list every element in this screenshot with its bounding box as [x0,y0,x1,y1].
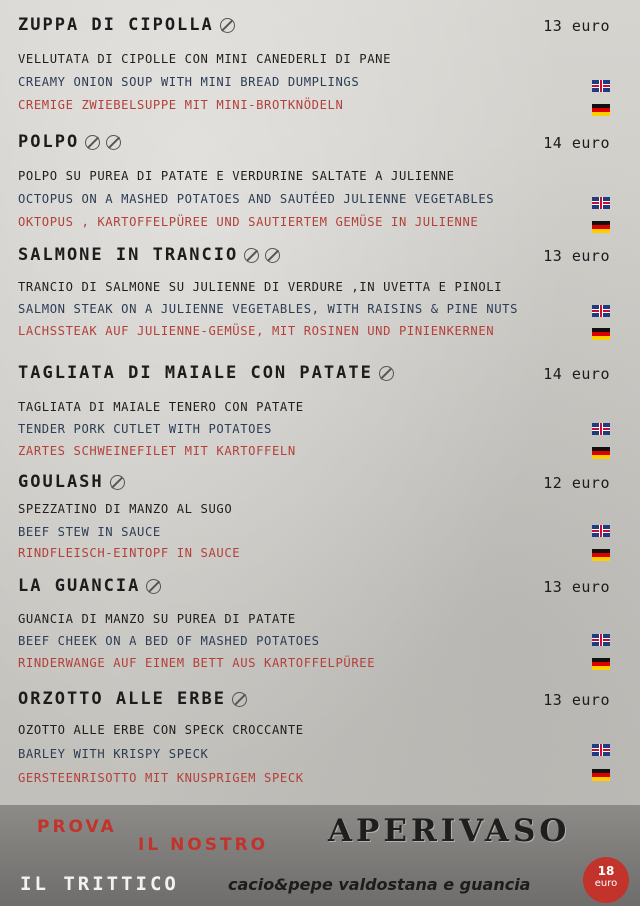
german-description: OKTOPUS , KARTOFFELPÜREE UND SAUTIERTEM GEMÜSE IN JULIENNE [18,215,479,229]
german-description: CREMIGE ZWIEBELSUPPE MIT MINI-BROTKNÖDELN [18,98,344,112]
banner-aperivaso-title: APERIVASO [328,813,571,849]
dish-name: TAGLIATA DI MAIALE CON PATATE [18,363,373,383]
italian-description: POLPO SU PUREA DI PATATE E VERDURINE SALTATE A JULIENNE [18,169,455,183]
gluten-free-icon [85,135,100,150]
dish-name: POLPO [18,132,80,152]
uk-flag-icon [592,525,610,537]
italian-description: VELLUTATA DI CIPOLLE CON MINI CANEDERLI DI PANE [18,52,392,66]
banner-prova: PROVA [37,817,117,837]
dish-name: GOULASH [18,472,104,492]
banner-il-nostro: IL NOSTRO [138,835,269,855]
banner-trittico-description: cacio&pepe valdostana e guancia [228,875,531,894]
dish-name: ORZOTTO ALLE ERBE [18,689,226,709]
dish-price: 13 euro [543,691,610,709]
italian-description: TAGLIATA DI MAIALE TENERO CON PATATE [18,400,304,414]
gluten-free-icon [110,475,125,490]
dish-price: 14 euro [543,365,610,383]
german-description: GERSTEENRISOTTO MIT KNUSPRIGEM SPECK [18,771,304,785]
english-description: SALMON STEAK ON A JULIENNE VEGETABLES, WITH RAISINS & PINE NUTS [18,302,519,316]
german-description: ZARTES SCHWEINEFILET MIT KARTOFFELN [18,444,296,458]
gluten-free-icon [379,366,394,381]
germany-flag-icon [592,221,610,233]
english-description: BARLEY WITH KRISPY SPECK [18,747,209,761]
dish-name: SALMONE IN TRANCIO [18,245,239,265]
gluten-free-icon [146,579,161,594]
uk-flag-icon [592,197,610,209]
dish-price: 13 euro [543,578,610,596]
gluten-free-icon [106,135,121,150]
germany-flag-icon [592,658,610,670]
dish-name: ZUPPA DI CIPOLLA [18,15,214,35]
uk-flag-icon [592,744,610,756]
uk-flag-icon [592,634,610,646]
gluten-free-icon [244,248,259,263]
english-description: BEEF STEW IN SAUCE [18,525,161,539]
german-description: RINDERWANGE AUF EINEM BETT AUS KARTOFFELPÜREE [18,656,376,670]
gluten-free-icon [220,18,235,33]
english-description: BEEF CHEEK ON A BED OF MASHED POTATOES [18,634,320,648]
badge-price: 18 [597,864,615,878]
english-description: CREAMY ONION SOUP WITH MINI BREAD DUMPLINGS [18,75,360,89]
aperivaso-banner [0,805,640,906]
uk-flag-icon [592,423,610,435]
english-description: TENDER PORK CUTLET WITH POTATOES [18,422,272,436]
italian-description: TRANCIO DI SALMONE SU JULIENNE DI VERDURE ,IN UVETTA E PINOLI [18,280,503,294]
dish-price: 13 euro [543,247,610,265]
germany-flag-icon [592,328,610,340]
english-description: OCTOPUS ON A MASHED POTATOES AND SAUTÉED JULIENNE VEGETABLES [18,192,495,206]
dish-price: 14 euro [543,134,610,152]
german-description: RINDFLEISCH-EINTOPF IN SAUCE [18,546,241,560]
germany-flag-icon [592,104,610,116]
banner-trittico: IL TRITTICO [20,873,179,895]
badge-currency: euro [594,878,618,889]
gluten-free-icon [232,692,247,707]
dish-name: LA GUANCIA [18,576,141,596]
uk-flag-icon [592,80,610,92]
germany-flag-icon [592,769,610,781]
german-description: LACHSSTEAK AUF JULIENNE-GEMÜSE, MIT ROSINEN UND PINIENKERNEN [18,324,495,338]
italian-description: SPEZZATINO DI MANZO AL SUGO [18,502,233,516]
germany-flag-icon [592,447,610,459]
germany-flag-icon [592,549,610,561]
gluten-free-icon [265,248,280,263]
italian-description: GUANCIA DI MANZO SU PUREA DI PATATE [18,612,296,626]
price-badge [583,857,629,903]
uk-flag-icon [592,305,610,317]
dish-price: 13 euro [543,17,610,35]
dish-price: 12 euro [543,474,610,492]
italian-description: OZOTTO ALLE ERBE CON SPECK CROCCANTE [18,723,304,737]
